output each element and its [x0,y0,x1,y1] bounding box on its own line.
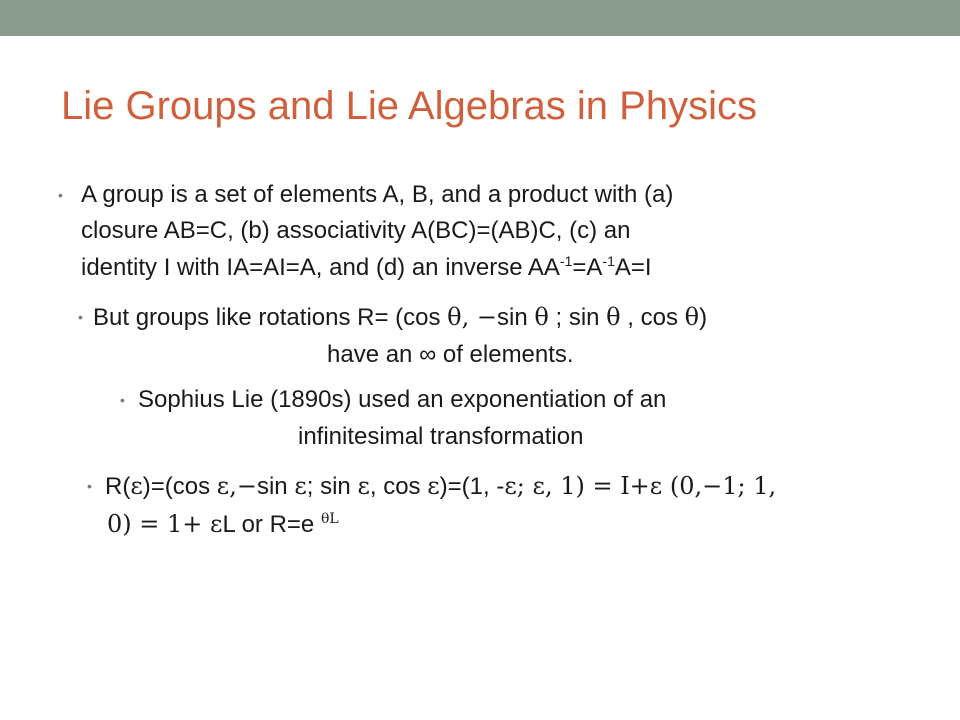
slide-title: Lie Groups and Lie Algebras in Physics [61,84,757,128]
bullet-dot: • [87,478,92,494]
bullet-4-line-2: 0) = 1+ εL or R=e $^{\theta L}$ [107,510,339,538]
bullet-4-line-1: R(ε)=(cos ε,−sin ε; sin ε, cos ε)=(1, -ε; ε, 1) = I+ε (0,−1; 1, [105,472,777,500]
bullet-dot: • [78,309,83,325]
bullet-dot: • [120,392,125,408]
bullet-2-line-1: But groups like rotations R= (cos θ, −sin θ ; sin θ , cos θ) [93,303,708,331]
bullet-3-line-2: infinitesimal transformation [298,423,584,450]
bullet-2-line-2: have an ∞ of elements. [327,341,574,368]
top-accent-bar [0,0,960,36]
bullet-dot: • [58,187,63,203]
bullet-3-line-1: Sophius Lie (1890s) used an exponentiation of an [138,386,667,413]
bullet-1-line-2: closure AB=C, (b) associativity A(BC)=(AB)C, (c) an [81,217,631,244]
bullet-1-line-3: identity I with IA=AI=A, and (d) an inverse $AA^{-1}=A^{-1}A=I$ [81,253,652,281]
bullet-1-line-1: A group is a set of elements A, B, and a product with (a) [81,181,674,208]
